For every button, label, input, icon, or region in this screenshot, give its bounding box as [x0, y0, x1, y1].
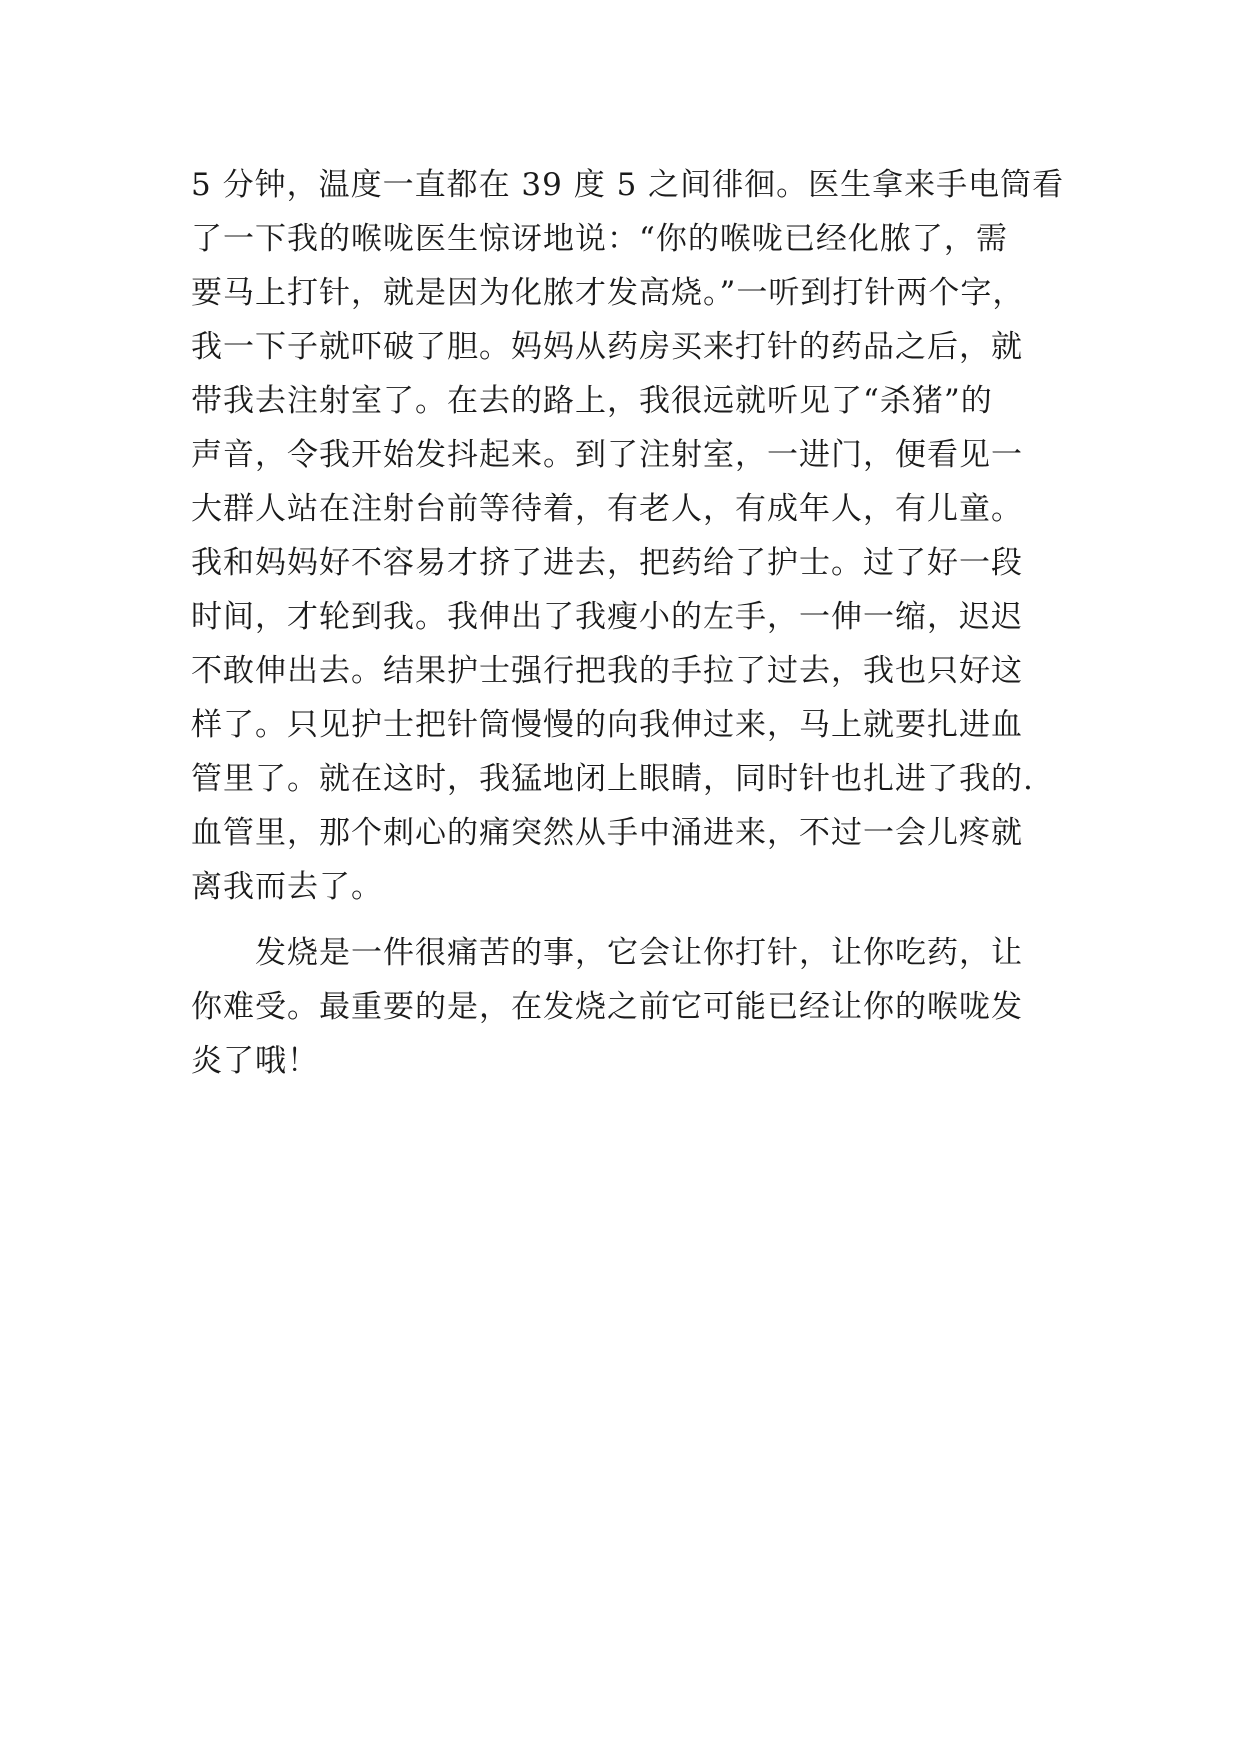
text-line: 我一下子就吓破了胆。妈妈从药房买来打针的药品之后，就: [191, 329, 1023, 365]
text-line: 时间，才轮到我。我伸出了我瘦小的左手，一伸一缩，迟迟: [191, 599, 1023, 635]
text-line: 5 分钟，温度一直都在 39 度 5 之间徘徊。医生拿来手电筒看: [191, 167, 1065, 203]
text-line: 管里了。就在这时，我猛地闭上眼睛，同时针也扎进了我的.: [191, 761, 1034, 797]
text-line: 不敢伸出去。结果护士强行把我的手拉了过去，我也只好这: [191, 653, 1023, 689]
text-line: 大群人站在注射台前等待着，有老人，有成年人，有儿童。: [191, 491, 1023, 527]
text-line: 离我而去了。: [191, 869, 383, 905]
text-line: 要马上打针，就是因为化脓才发高烧。”一听到打针两个字，: [191, 275, 1025, 311]
text-line: 声音，令我开始发抖起来。到了注射室，一进门，便看见一: [191, 437, 1023, 473]
text-line: 你难受。最重要的是，在发烧之前它可能已经让你的喉咙发: [191, 989, 1023, 1025]
text-line: 了一下我的喉咙医生惊讶地说：“你的喉咙已经化脓了，需: [191, 221, 1008, 257]
text-line: 带我去注射室了。在去的路上，我很远就听见了“杀猪”的: [191, 383, 993, 419]
paragraph-1: [191, 158, 1071, 914]
text-line: 样了。只见护士把针筒慢慢的向我伸过来，马上就要扎进血: [191, 707, 1023, 743]
text-line: 血管里，那个刺心的痛突然从手中涌进来，不过一会儿疼就: [191, 815, 1023, 851]
text-line: 炎了哦！: [191, 1043, 319, 1079]
document-body: [191, 158, 1071, 1088]
text-line: 我和妈妈好不容易才挤了进去，把药给了护士。过了好一段: [191, 545, 1023, 581]
text-line: 发烧是一件很痛苦的事，它会让你打针，让你吃药，让: [191, 935, 1023, 971]
paragraph-2: [191, 926, 1071, 1088]
